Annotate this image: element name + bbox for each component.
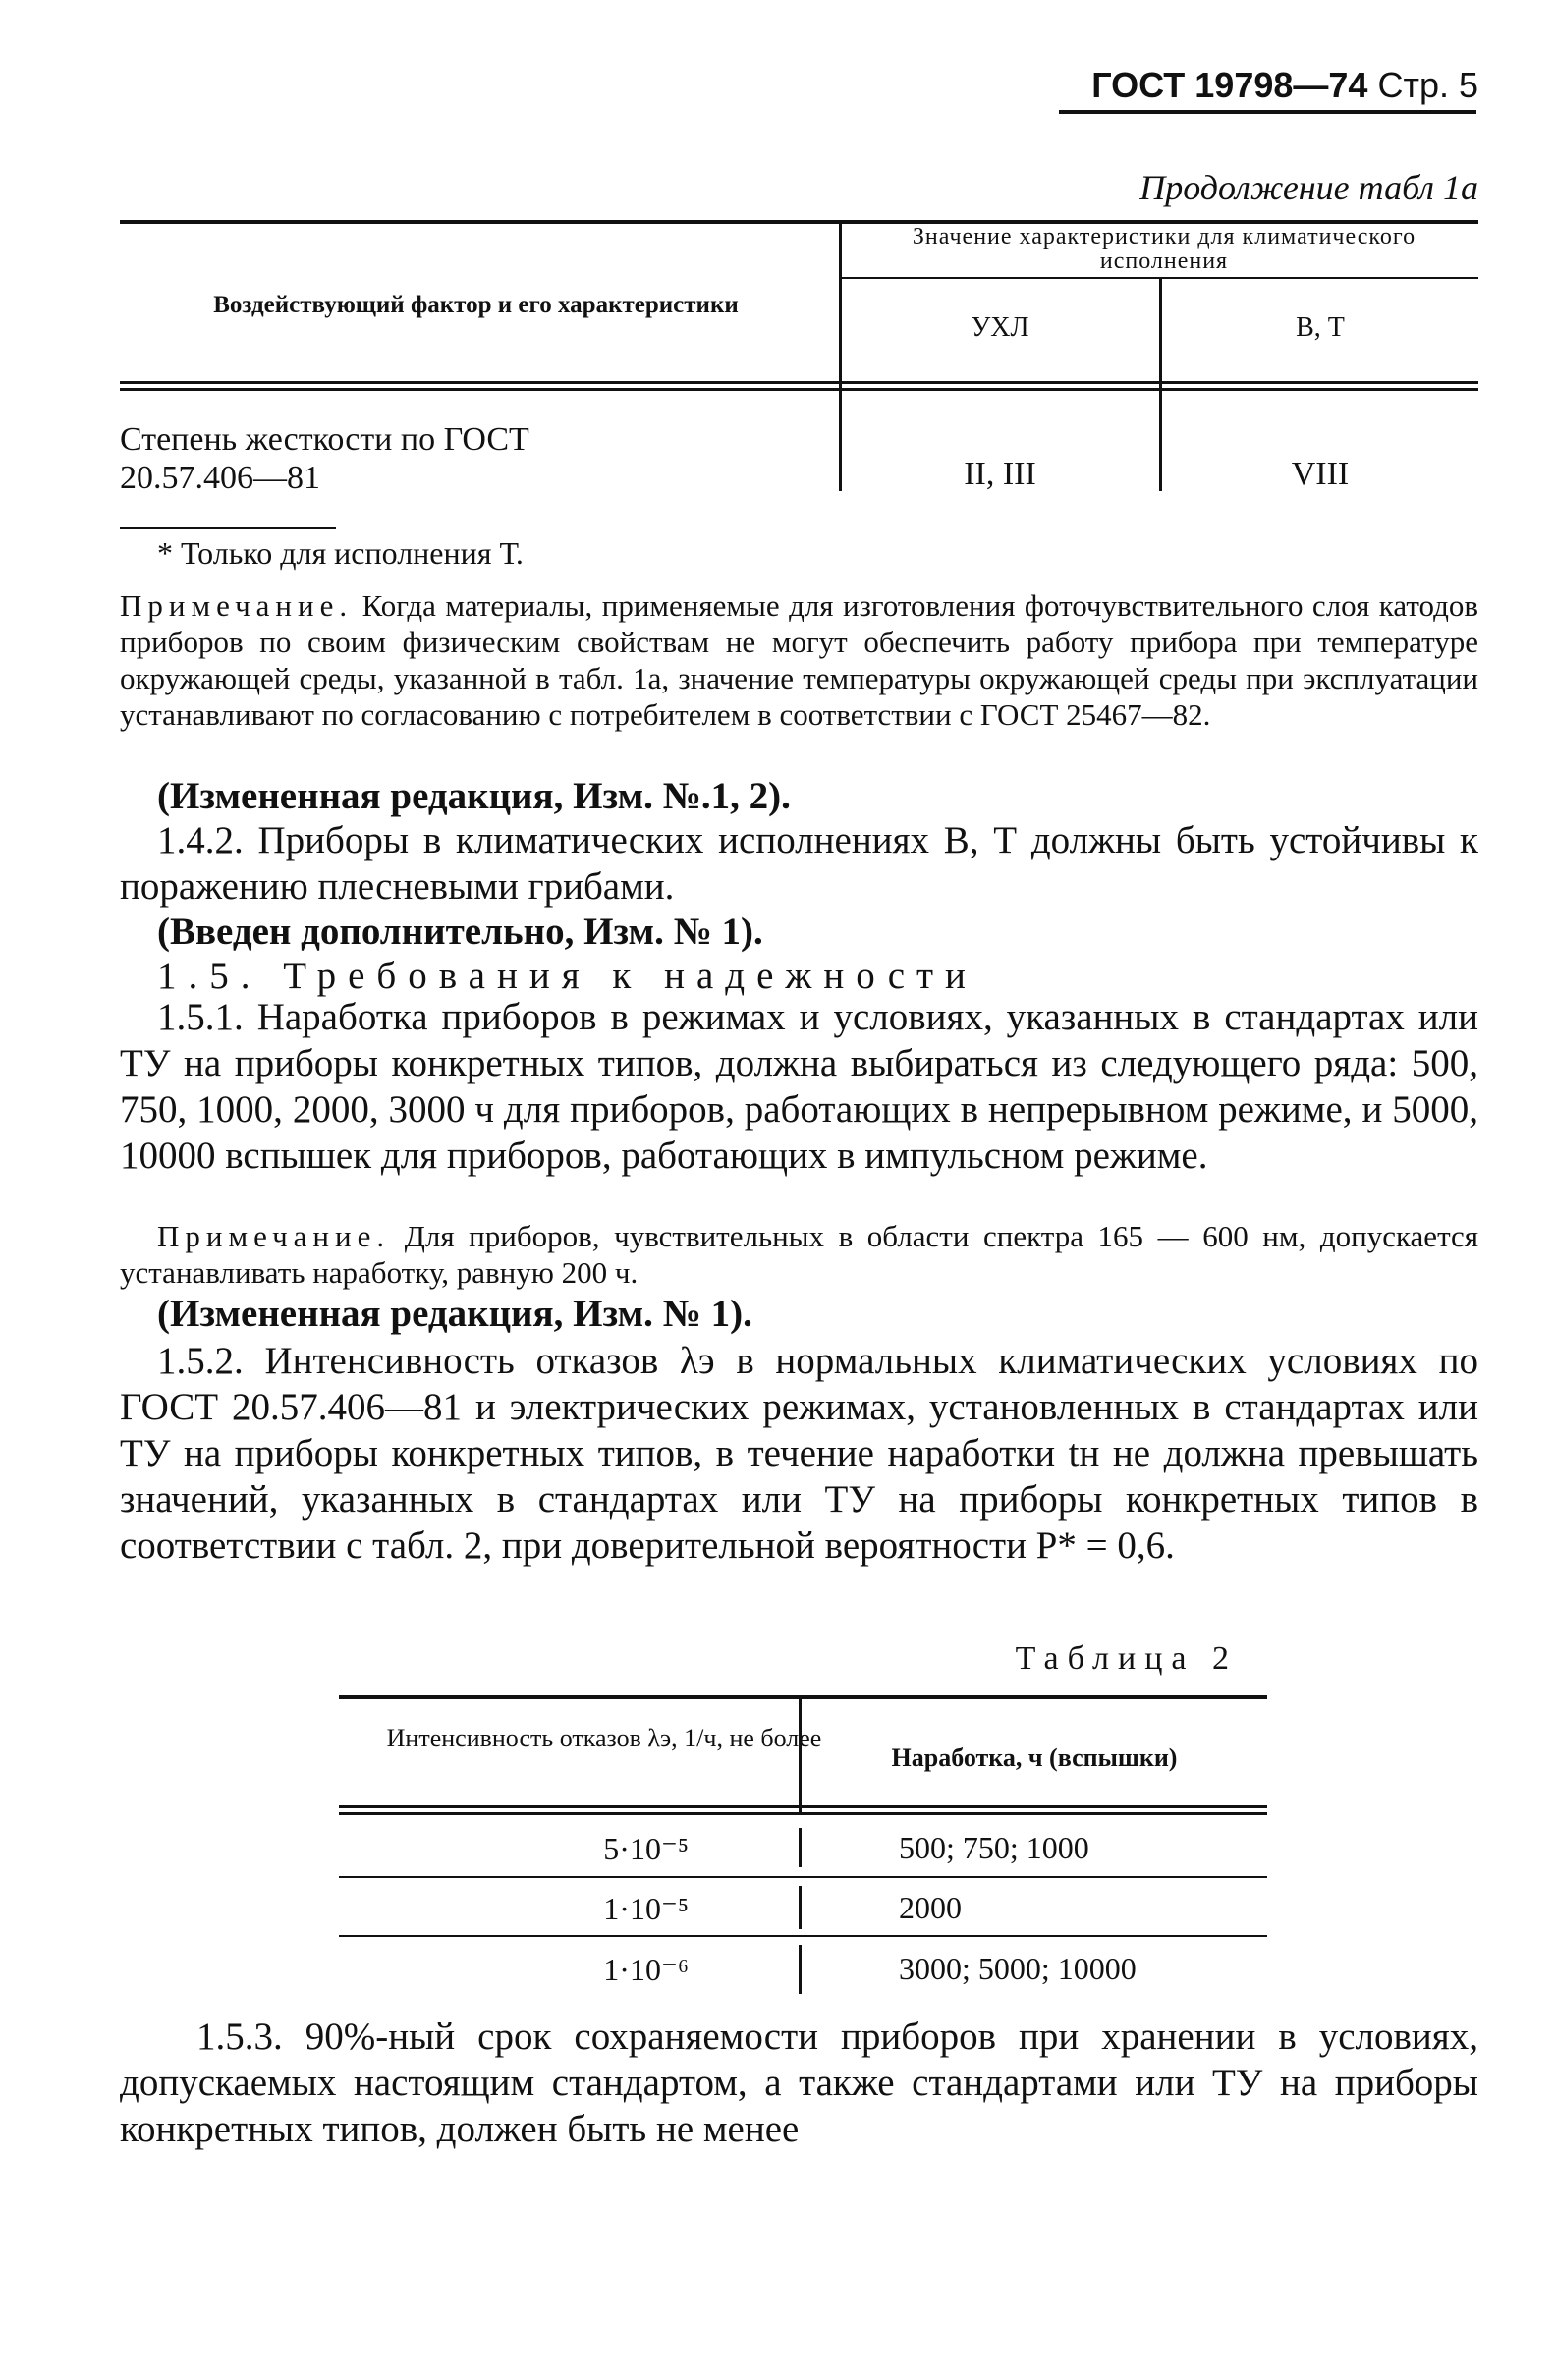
header-rule (1059, 110, 1476, 114)
table-2-rate-value: 1·10⁻⁵ (603, 1891, 689, 1926)
table-1a-header-rule (120, 381, 1478, 384)
table-1a-uhl-header: УХЛ (971, 312, 1029, 343)
table-2-rate-cell (339, 1951, 799, 1988)
table-2-top-rule (339, 1695, 1267, 1699)
table-2-header-rule (339, 1812, 1267, 1815)
table-1a-factor-header: Воздействующий фактор и его характеристики (213, 292, 739, 318)
table-row (339, 1941, 1267, 2000)
table-row (339, 1820, 1267, 1879)
table-1a-row-factor: Степень жесткости по ГОСТ 20.57.406—81 (120, 421, 529, 496)
table-1a-group-header: Значение характеристики для климатического исполнения (912, 224, 1416, 275)
paragraph-1-5-1: 1.5.1. Наработка приборов в режимах и условиях, указанных в стандартах или ТУ на приборы конкретных типов, должна выбираться из следующего ряда: 500, 750, 1000, 2000, 3000 ч для приборов, работающих в непрерывном режиме, и 5000, 10000 вспышек для приборов, работающих в импульсном режиме. (120, 996, 1478, 1177)
table-1a-vt-header: В, Т (1296, 312, 1345, 343)
note-1 (120, 587, 1478, 733)
table-row (339, 1880, 1267, 1939)
table-1a-caption: Продолжение табл 1а (1139, 168, 1478, 207)
paragraph-1-4-2: 1.4.2. Приборы в климатических исполнениях В, Т должны быть устойчивы к поражению плесневыми грибами. (120, 819, 1478, 908)
note-2-label: Примечание. (157, 1219, 391, 1253)
table-2-hours-cell: 2000 (899, 1890, 962, 1925)
note-1-text: Когда материалы, применяемые для изготовления фоточувствительного слоя катодов приборов по своим физическим свойствам не могут обеспечить работу прибора при температуре окружающей среды, указанной в табл. 1а, значение температуры окружающей среды при эксплуатации устанавливают по согласованию с потребителем в соответствии с ГОСТ 25467—82. (120, 588, 1479, 732)
table-2-row-rule (339, 1876, 1267, 1878)
table-2-divider (799, 1886, 802, 1929)
table-2-divider (799, 1945, 802, 1994)
table-1a-header-rule (120, 388, 1478, 391)
note-2-text: Для приборов, чувствительных в области спектра 165 — 600 нм, допускается устанавливать наработку, равную 200 ч. (120, 1219, 1479, 1290)
table-2-divider (799, 1828, 802, 1867)
table-1a-row-uhl: II, III (964, 456, 1036, 492)
note-1-label: Примечание. (120, 588, 354, 623)
table-2-rate-cell (339, 1890, 799, 1927)
table-2-hours-cell: 3000; 5000; 10000 (899, 1951, 1137, 1986)
table-2-rate-cell (339, 1830, 799, 1867)
table-1a-row-vt: VIII (1291, 456, 1350, 492)
document-title: ГОСТ 19798—74 (1091, 65, 1368, 105)
change-note-2: (Измененная редакция, Изм. № 1). (157, 1293, 752, 1335)
table-2-hours-header: Наработка, ч (вспышки) (891, 1743, 1178, 1772)
table-2-rate-value: 5·10⁻⁵ (603, 1831, 689, 1866)
table-2-caption: Таблица 2 (1015, 1640, 1238, 1677)
paragraph-1-5-2: 1.5.2. Интенсивность отказов λэ в нормальных климатических условиях по ГОСТ 20.57.406—81 и электрических режимах, установленных в стандартах или ТУ на приборы конкретных типов, в течение наработки tн не должна превышать значений, указанных в стандартах или ТУ на приборы конкретных типов в соответствии с табл. 2, при доверительной вероятности P* = 0,6. (120, 1340, 1478, 1567)
table-2-rate-header: Интенсивность отказов λэ, 1/ч, не более (386, 1724, 822, 1752)
intro-note-1: (Введен дополнительно, Изм. № 1). (157, 911, 763, 953)
change-note-1: (Измененная редакция, Изм. №.1, 2). (157, 775, 791, 817)
table-2-rate-value: 1·10⁻⁶ (603, 1952, 689, 1987)
table-2-row-rule (339, 1935, 1267, 1937)
table-1a-divider (1159, 393, 1162, 491)
paragraph-1-5-3: 1.5.3. 90%-ный срок сохраняемости приборов при хранении в условиях, допускаемых настоящим стандартом, а также стандартами или ТУ на приборы конкретных типов, должен быть не менее (120, 2016, 1478, 2150)
footnote-rule (120, 527, 336, 529)
footnote: * Только для исполнения Т. (157, 535, 524, 571)
page-number: Стр. 5 (1377, 65, 1478, 105)
section-1-5-heading: 1.5. Требования к надежности (157, 955, 977, 997)
table-2-hours-cell: 500; 750; 1000 (899, 1830, 1089, 1865)
page-header (1056, 65, 1478, 106)
table-2-header-rule (339, 1805, 1267, 1808)
table-1a-divider (839, 393, 842, 491)
note-2 (120, 1218, 1478, 1291)
